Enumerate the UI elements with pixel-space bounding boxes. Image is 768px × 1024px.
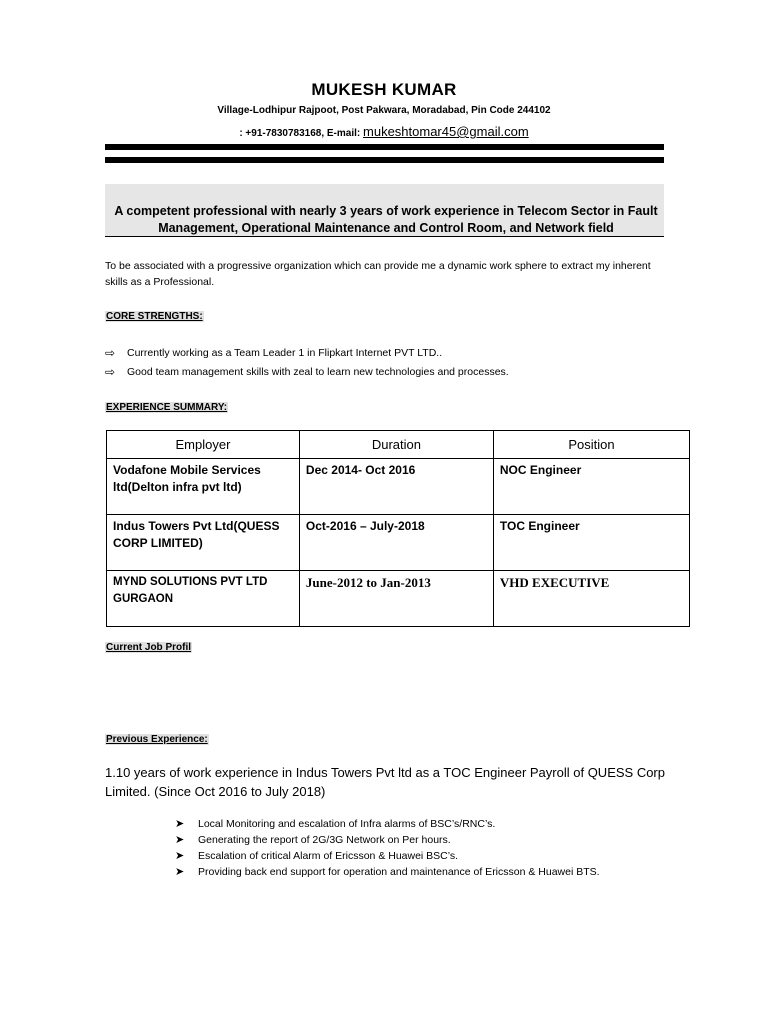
experience-summary-heading: EXPERIENCE SUMMARY: (106, 402, 228, 413)
table-header-row (107, 431, 690, 459)
header-divider-bottom (105, 157, 664, 163)
professional-summary (110, 203, 662, 237)
column-header-duration: Duration (299, 431, 493, 459)
header-divider-top (105, 144, 664, 150)
employer-cell: MYND SOLUTIONS PVT LTD GURGAON (107, 571, 300, 627)
list-item-text: Escalation of critical Alarm of Ericsson & Huawei BSC’s. (198, 850, 459, 862)
column-header-employer: Employer (107, 431, 300, 459)
phone-label: : +91-7830783168, E-mail: (239, 128, 361, 139)
experience-table (106, 430, 690, 627)
table-row (107, 515, 690, 571)
previous-experience-heading: Previous Experience: (106, 734, 208, 745)
strength-item (105, 346, 442, 360)
summary-line-1: A competent professional with nearly 3 years of work experience in Telecom Sector in Fault (114, 204, 658, 218)
candidate-name: MUKESH KUMAR (311, 80, 457, 99)
position-cell: VHD EXECUTIVE (493, 571, 689, 627)
list-item (175, 832, 600, 848)
strength-item (105, 365, 509, 379)
double-arrow-icon: ⇨ (105, 346, 116, 360)
arrowhead-bullet-icon: ➤ (175, 850, 185, 862)
employer-cell: Indus Towers Pvt Ltd(QUESS CORP LIMITED) (107, 515, 300, 571)
previous-experience-intro: 1.10 years of work experience in Indus Towers Pvt ltd as a TOC Engineer Payroll of QUESS Corp Limited. (Since Oct 2016 to July 2018) (105, 765, 665, 799)
strength-text: Currently working as a Team Leader 1 in Flipkart Internet PVT LTD.. (127, 347, 443, 359)
list-item (175, 864, 600, 880)
career-objective: To be associated with a progressive organization which can provide me a dynamic work sphere to extract my inherent skills as a Professional. (105, 260, 651, 288)
contact-line (0, 124, 768, 139)
arrowhead-bullet-icon: ➤ (175, 866, 185, 878)
summary-line-2: Management, Operational Maintenance and Control Room, and Network field (158, 221, 614, 235)
column-header-position: Position (493, 431, 689, 459)
position-cell: NOC Engineer (493, 459, 689, 515)
strength-text: Good team management skills with zeal to learn new technologies and processes. (127, 366, 509, 378)
table-row (107, 459, 690, 515)
duration-cell: Oct-2016 – July-2018 (299, 515, 493, 571)
duration-cell: Dec 2014- Oct 2016 (299, 459, 493, 515)
employer-cell: Vodafone Mobile Services ltd(Delton infra pvt ltd) (107, 459, 300, 515)
list-item-text: Local Monitoring and escalation of Infra alarms of BSC’s/RNC’s. (198, 818, 496, 830)
list-item-text: Generating the report of 2G/3G Network on Per hours. (198, 834, 451, 846)
email-link[interactable]: mukeshtomar45@gmail.com (363, 124, 529, 139)
address-line: Village-Lodhipur Rajpoot, Post Pakwara, Moradabad, Pin Code 244102 (217, 105, 551, 116)
previous-experience-list (175, 816, 600, 880)
duration-cell: June-2012 to Jan-2013 (299, 571, 493, 627)
arrowhead-bullet-icon: ➤ (175, 818, 185, 830)
current-job-heading: Current Job Profil (106, 642, 192, 653)
list-item (175, 848, 600, 864)
position-cell: TOC Engineer (493, 515, 689, 571)
list-item (175, 816, 600, 832)
core-strengths-heading: CORE STRENGTHS: (106, 311, 203, 322)
double-arrow-icon: ⇨ (105, 365, 116, 379)
arrowhead-bullet-icon: ➤ (175, 834, 185, 846)
table-row (107, 571, 690, 627)
list-item-text: Providing back end support for operation and maintenance of Ericsson & Huawei BTS. (198, 866, 600, 878)
